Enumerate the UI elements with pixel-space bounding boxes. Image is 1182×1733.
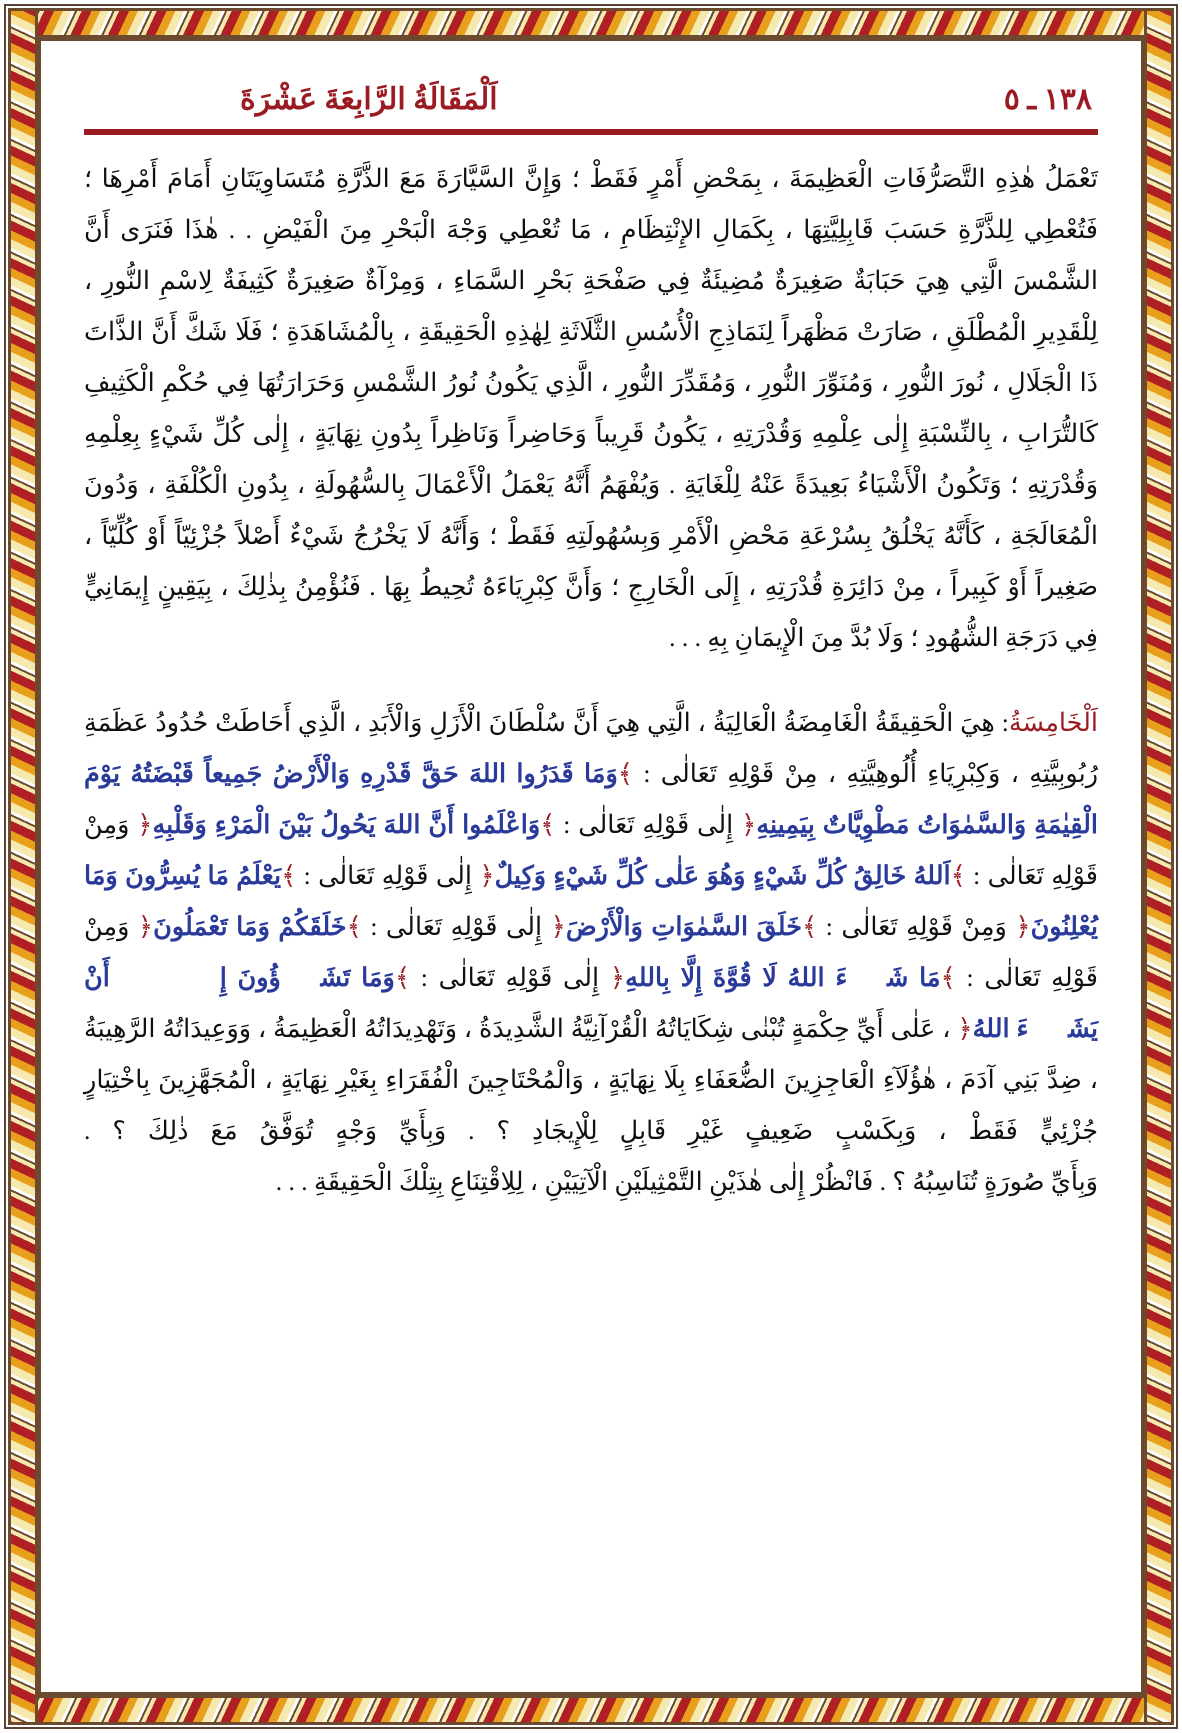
body-text-block [82,135,1100,1207]
text-line: بِاخْتِيَارٍ جُزْئِيٍّ فَقَطْ ، وَبِكَسْبٍ ضَعِيفٍ غَيْرِ قَابِلٍ لِلْإِيجَادِ ؟ . وَبِأَيِّ وَجْهٍ تُوَفَّقُ مَعَ ذٰلِكَ ؟ . [84,1065,1098,1145]
text-segment-orn: ﴿ [741,810,757,839]
text-line: كَبِيراً ، مِنْ دَائِرَةِ قُدْرَتِهِ ، إِلَى الْخَارِجِ ؛ وَأَنَّ كِبْرِيَاءَهُ تُحِيطُ بِهَا . فَنُؤْمِنُ بِذٰلِكَ ، بِيَقِينٍ إِيمَانِيٍّ [84,572,1000,601]
text-segment-blue: قَدْرِهِ وَالْأَرْضُ جَمِيعاً قَبْضَتُهُ يَوْمَ الْقِيٰمَةِ وَالسَّمٰوَاتُ مَطْوِيَّاتٌ بِيَمِينِهِ [84,759,1098,839]
text-segment-black: إِلٰى قَوْلِهِ تَعَالٰى : [361,912,551,941]
text-segment-black: إِلٰى قَوْلِهِ تَعَالٰى : [563,810,742,839]
text-line: بَنِي آدَمَ ، هٰؤُلَآءِ الْعَاجِزِينَ الضُّعَفَاءِ بِلَا نِهَايَةٍ ، وَالْمُحْتَاجِينَ الْفُقَرَاءِ بِغَيْرِ نِهَايَةٍ ، الْمُجَهَّزِينَ [158,1065,1039,1094]
text-segment-orn: ﴿ [1015,912,1031,941]
text-line: قَرِيباً وَحَاضِراً وَنَاظِراً بِدُونِ نِهَايَةٍ ، إِلٰى كُلِّ شَيْءٍ بِعِلْمِهِ وَقُدْرَتِهِ ؛ وَتَكُونُ الْأَشْيَاءُ بَعِيدَةً عَنْهُ [84,419,1099,499]
text-line: أَيِّ حِكْمَةٍ تُبْنٰى شِكَايَاتُهُ الْقُرْآنِيَّةُ الشَّدِيدَةُ ، وَتَهْدِيدَاتُهُ الْعَظِيمَةُ ، وَوَعِيدَاتُهُ الرَّهِيبَةُ ، ضِدَّ [84,1014,1098,1094]
text-segment-black: إِلٰى قَوْلِهِ تَعَالٰى : [296,861,480,890]
text-segment-black: إِلٰى قَوْلِهِ تَعَالٰى : [410,963,610,992]
text-segment-blue: اَللهُ خَالِقُ كُلِّ شَيْءٍ وَهُوَ [706,861,951,890]
paragraph-two-last-line [84,1156,1098,1207]
paragraph-spacer [84,663,1098,697]
text-segment-orn: ﴿ [137,810,153,839]
text-line: أَمْرِهَا ؛ فَتُعْطِي لِلذَّرَّةِ حَسَبَ قَابِلِيَّتِهَا ، بِكَمَالِ الإِنْتِظَامِ ، مَا تُعْطِي وَجْهَ الْبَحْرِ مِنَ الْفَيْضِ . . [84,164,1098,244]
paragraph-two [84,697,1098,1156]
text-line: لِلْغَايَةِ . وَيُفْهَمُ أَنَّهُ يَعْمَلُ الْأَعْمَالَ بِالسُّهُولَةِ ، بِدُونِ الْكُلْفَةِ ، وَدُونَ الْمُعَالَجَةِ ، كَأَنَّهُ يَخْلُقُ [84,470,1098,550]
text-segment-red: اَلْخَامِسَةُ [1008,708,1098,737]
border-braid-top [8,8,1174,38]
text-segment-blue: عَلٰى كُلِّ شَيْءٍ وَكِيلٌ [494,861,700,890]
text-segment-blue: خَلَقَ السَّمٰوَاتِ وَالْأَرْضَ [565,912,803,941]
border-braid-left [8,8,38,1725]
paragraph-one-last-line [84,612,1098,663]
text-segment-blue: وَمَا تَشَاۤؤُونَ إِلَّاۤ أَنْ يَشَاۤءَ اللهُ [84,963,1098,1043]
page-number: ١٣٨ ـ ٥ [1003,83,1092,116]
text-segment-orn: ﴾ [346,912,362,941]
text-segment-black: أَحَاطَتْ حُدُودُ عَظَمَةِ رُبُوبِيَّتِهِ ، وَكِبْرِيَاءِ أُلُوهِيَّتِهِ ، مِنْ قَوْلِهِ تَعَالٰى : [84,708,1099,788]
border-braid-bottom [8,1695,1174,1725]
text-segment-blue: مَا شَاۤءَ اللهُ لَا قُوَّةَ إِلَّا بِاللهِ [625,963,941,992]
border-braid-right [1144,8,1174,1725]
page-header [82,70,1100,117]
text-segment-blue: يَعْلَمُ مَا يُسِرُّونَ وَمَا يُعْلِنُونَ [84,861,1098,941]
text-segment-black: : هِيَ الْحَقِيقَةُ الْغَامِضَةُ الْعَالِيَةُ ، الَّتِي هِيَ أَنَّ سُلْطَانَ الْأَزَلِ وَالْأَبَدِ ، الَّذِي [297,708,1009,737]
text-segment-orn: ﴾ [394,963,411,992]
text-segment-black: وَمِنْ قَوْلِهِ تَعَالٰى : [84,912,1098,992]
text-line: بِالْمُشَاهَدَةِ ؛ فَلَا شَكَّ أَنَّ الذَّاتَ ذَا الْجَلَالِ ، نُورَ النُّورِ ، وَمُنَوِّرَ النُّورِ ، وَمُقَدِّرَ النُّورِ ، الَّذِي [84,317,1099,397]
text-segment-orn: ﴿ [137,912,154,941]
text-segment-orn: ﴿ [479,861,495,890]
text-segment-blue: وَمَا قَدَرُوا اللهَ حَقَّ [421,759,618,788]
paragraph-one [84,153,1098,612]
text-segment-orn: ﴾ [950,861,966,890]
page-content [56,56,1126,1677]
text-line: يَكُونُ نُورُ الشَّمْسِ وَحَرَارَتُهَا فِي حُكْمِ الْكَثِيفِ كَالتُّرَابِ ، بِالنِّسْبَةِ إِلٰى عِلْمِهِ وَقُدْرَتِهِ ، يَكُونُ [84,368,1099,448]
text-segment-black: ، عَلٰى [890,1014,958,1043]
text-segment-black: وَمِنْ قَوْلِهِ تَعَالٰى : [825,912,1016,941]
text-segment-orn: ﴿ [550,912,566,941]
text-segment-orn: ﴿ [957,1014,973,1043]
text-segment-orn: ﴾ [940,963,956,992]
text-segment-blue: خَلَقَكُمْ وَمَا تَعْمَلُونَ [153,912,347,941]
text-segment-orn: ﴾ [802,912,818,941]
text-segment-orn: ﴾ [540,810,556,839]
text-line: بِسُرْعَةِ مَحْضِ الْأَمْرِ وَبِسُهُولَتِهِ فَقَطْ ؛ وَأَنَّهُ لَا يَخْرُجُ شَيْءٌ أَصْلاً جُزْئِيّاً أَوْ كُلِّيّاً ، صَغِيراً أَوْ [84,521,1099,601]
text-line: هٰذَا فَنَرَى أَنَّ الشَّمْسَ الَّتِي هِيَ حَبَابَةٌ صَغِيرَةٌ مُضِيئَةٌ فِي صَفْحَةِ بَحْرِ السَّمَاءِ ، وَمِرْآةٌ صَغِيرَةٌ [84,215,1099,295]
text-line: تَعْمَلُ هٰذِهِ التَّصَرُّفَاتِ الْعَظِيمَةَ ، بِمَحْضِ أَمْرٍ فَقَطْ ؛ وَإِنَّ السَّيَّارَةَ مَعَ الذَّرَّةِ مُتَسَاوِيَتَانِ أَمَامَ [167,164,1099,193]
text-segment-orn: ﴾ [617,759,634,788]
segmented-line [298,708,1098,737]
text-line: فِي دَرَجَةِ الشُّهُودِ ؛ وَلَا بُدَّ مِنَ الْإِيمَانِ بِهِ . . . [669,623,1098,652]
text-segment-orn: ﴿ [609,963,626,992]
text-segment-black: وَمِنْ قَوْلِهِ تَعَالٰى : [84,810,1098,890]
text-line: وَبِأَيِّ صُورَةٍ تُنَاسِبُهُ ؟ . فَانْظُرْ إِلٰى هٰذَيْنِ التَّمْثِيلَيْنِ الْآتِيَيْنِ ، لِلِاقْتِنَاعِ بِتِلْكَ الْحَقِيقَةِ . . . [275,1167,1098,1196]
chapter-title: اَلْمَقَالَةُ الرَّابِعَةَ عَشْرَةَ [240,83,498,116]
text-line: كَثِيفَةٌ لِاسْمِ النُّورِ ، لِلْقَدِيرِ الْمُطْلَقِ ، صَارَتْ مَظْهَراً لِنَمَاذِجِ الْأُسُسِ الثَّلَاثَةِ لِهٰذِهِ الْحَقِيقَةِ ، [84,266,1098,346]
text-segment-blue: وَاعْلَمُوا أَنَّ اللهَ يَحُولُ بَيْنَ الْمَرْءِ وَقَلْبِهِ [152,810,541,839]
text-segment-orn: ﴾ [281,861,297,890]
